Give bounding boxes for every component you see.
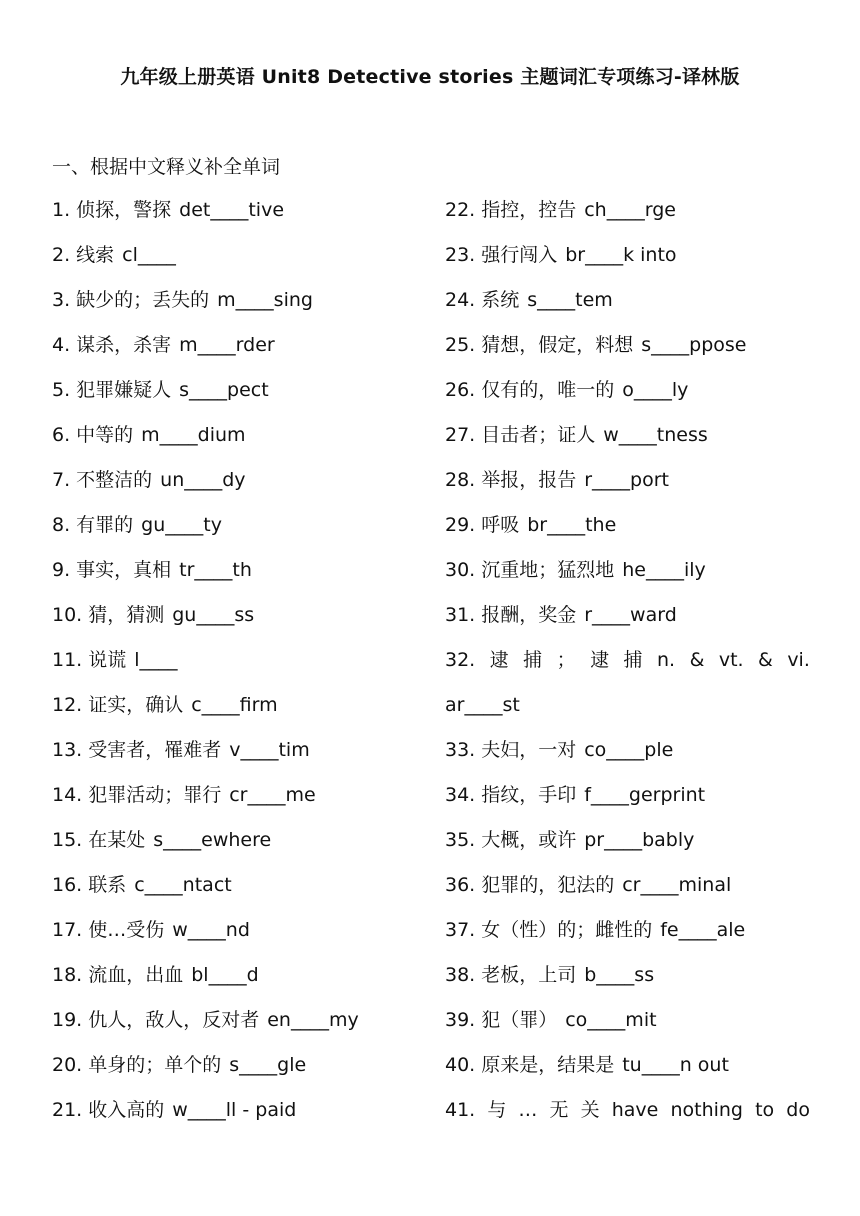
item-english: w____tness xyxy=(603,424,708,446)
item-chinese: 单身的；单个的 xyxy=(88,1054,222,1076)
item-chinese: 仇人，敌人，反对者 xyxy=(88,1009,260,1031)
item-word: 逮 xyxy=(590,649,610,671)
item-english: r____ward xyxy=(584,604,677,626)
item-chinese: 猜想，假定，料想 xyxy=(481,334,634,356)
item-chinese: 老板，上司 xyxy=(481,964,577,986)
item-english: s____gle xyxy=(229,1054,307,1076)
item-chinese: 指控，控告 xyxy=(481,199,577,221)
list-item xyxy=(445,869,810,914)
item-english: l____ xyxy=(134,649,178,671)
item-chinese: 中等的 xyxy=(76,424,134,446)
item-chinese: 原来是，结果是 xyxy=(481,1054,615,1076)
item-chinese: 女（性）的；雌性的 xyxy=(481,919,653,941)
item-english: co____mit xyxy=(565,1009,657,1031)
item-number: 2. xyxy=(52,244,71,266)
right-column xyxy=(445,194,810,1139)
item-english: w____ll - paid xyxy=(172,1099,297,1121)
item-english: o____ly xyxy=(622,379,689,401)
list-item xyxy=(52,779,422,824)
list-item xyxy=(445,329,810,374)
list-item xyxy=(445,464,810,509)
item-english: b____ss xyxy=(584,964,655,986)
item-chinese: 大概，或许 xyxy=(481,829,577,851)
item-english: s____tem xyxy=(527,289,613,311)
item-number: 31. xyxy=(445,604,476,626)
item-chinese: 在某处 xyxy=(88,829,146,851)
item-number: 20. xyxy=(52,1054,83,1076)
item-number: 5. xyxy=(52,379,71,401)
item-english: br____the xyxy=(527,514,617,536)
left-column xyxy=(52,194,422,1139)
item-number: 21. xyxy=(52,1099,83,1121)
list-item xyxy=(445,914,810,959)
item-chinese: 侦探，警探 xyxy=(76,199,172,221)
list-item xyxy=(52,824,422,869)
list-item xyxy=(52,509,422,554)
item-number: 12. xyxy=(52,694,83,716)
item-word: & xyxy=(689,649,705,671)
list-item-32 xyxy=(445,644,810,689)
item-number: 1. xyxy=(52,199,71,221)
item-number: 28. xyxy=(445,469,476,491)
item-english: m____rder xyxy=(179,334,275,356)
list-item xyxy=(445,959,810,1004)
list-item xyxy=(52,1004,422,1049)
item-number: 3. xyxy=(52,289,71,311)
item-chinese: 呼吸 xyxy=(481,514,520,536)
item-number: 34. xyxy=(445,784,476,806)
item-chinese: 缺少的；丢失的 xyxy=(76,289,210,311)
list-item xyxy=(52,239,422,284)
item-english: c____ntact xyxy=(134,874,232,896)
list-item xyxy=(52,959,422,1004)
item-chinese: 犯罪的，犯法的 xyxy=(481,874,615,896)
item-number: 18. xyxy=(52,964,83,986)
item-english: det____tive xyxy=(179,199,285,221)
item-number: 22. xyxy=(445,199,476,221)
item-number: 36. xyxy=(445,874,476,896)
item-word: 32. xyxy=(445,649,476,671)
list-item xyxy=(52,194,422,239)
item-number: 4. xyxy=(52,334,71,356)
item-number: 10. xyxy=(52,604,83,626)
list-item xyxy=(52,554,422,599)
item-english: gu____ss xyxy=(172,604,255,626)
item-english: tr____th xyxy=(179,559,252,581)
list-item xyxy=(52,284,422,329)
list-item xyxy=(445,824,810,869)
item-chinese: 流血，出血 xyxy=(88,964,184,986)
item-word: 关 xyxy=(580,1099,600,1121)
item-number: 40. xyxy=(445,1054,476,1076)
list-item xyxy=(52,1094,422,1139)
item-number: 24. xyxy=(445,289,476,311)
list-item xyxy=(445,599,810,644)
item-english: cr____minal xyxy=(622,874,732,896)
item-word: 捕 xyxy=(623,649,643,671)
list-item xyxy=(445,779,810,824)
item-english: pr____bably xyxy=(584,829,695,851)
item-number: 6. xyxy=(52,424,71,446)
list-item xyxy=(52,869,422,914)
item-english: cl____ xyxy=(122,244,176,266)
item-chinese: 夫妇，一对 xyxy=(481,739,577,761)
item-word: have xyxy=(611,1099,659,1121)
item-chinese: 犯（罪） xyxy=(481,1009,558,1031)
item-word: vi. xyxy=(787,649,810,671)
item-english: c____firm xyxy=(191,694,278,716)
list-item xyxy=(445,509,810,554)
item-english: br____k into xyxy=(565,244,677,266)
item-number: 11. xyxy=(52,649,83,671)
item-word: 捕 xyxy=(523,649,543,671)
page-title: 九年级上册英语 Unit8 Detective stories 主题词汇专项练习-译林版 xyxy=(120,66,740,88)
item-number: 23. xyxy=(445,244,476,266)
item-english: s____ewhere xyxy=(153,829,272,851)
item-word: nothing xyxy=(670,1099,743,1121)
item-chinese: 有罪的 xyxy=(76,514,134,536)
item-english: s____ppose xyxy=(641,334,747,356)
list-item xyxy=(445,194,810,239)
item-chinese: 报酬，奖金 xyxy=(481,604,577,626)
section-title: 一、根据中文释义补全单词 xyxy=(52,156,281,178)
item-word: … xyxy=(518,1099,538,1121)
item-english: un____dy xyxy=(160,469,246,491)
item-number: 17. xyxy=(52,919,83,941)
list-item xyxy=(445,1004,810,1049)
item-chinese: 犯罪活动；罪行 xyxy=(88,784,222,806)
item-chinese: 举报，报告 xyxy=(481,469,577,491)
list-item xyxy=(52,734,422,779)
item-word: vt. xyxy=(718,649,744,671)
item-english: ch____rge xyxy=(584,199,676,221)
item-number: 30. xyxy=(445,559,476,581)
item-number: 15. xyxy=(52,829,83,851)
item-chinese: 强行闯入 xyxy=(481,244,558,266)
list-item xyxy=(445,1049,810,1094)
list-item xyxy=(52,374,422,419)
list-item-41 xyxy=(445,1094,810,1139)
item-number: 13. xyxy=(52,739,83,761)
item-chinese: 证实，确认 xyxy=(88,694,184,716)
item-number: 8. xyxy=(52,514,71,536)
item-english: tu____n out xyxy=(622,1054,729,1076)
list-item xyxy=(52,599,422,644)
item-number: 25. xyxy=(445,334,476,356)
list-item xyxy=(52,464,422,509)
item-chinese: 受害者，罹难者 xyxy=(88,739,222,761)
list-item xyxy=(52,1049,422,1094)
item-english: s____pect xyxy=(179,379,269,401)
list-item xyxy=(52,644,422,689)
item-english: he____ily xyxy=(622,559,706,581)
list-item xyxy=(445,554,810,599)
item-chinese: 不整洁的 xyxy=(76,469,153,491)
item-word: do xyxy=(786,1099,810,1121)
item-english: bl____d xyxy=(191,964,259,986)
item-chinese: 目击者；证人 xyxy=(481,424,596,446)
list-item xyxy=(52,689,422,734)
item-chinese: 线索 xyxy=(76,244,115,266)
item-english: co____ple xyxy=(584,739,674,761)
item-number: 9. xyxy=(52,559,71,581)
item-chinese: 仅有的，唯一的 xyxy=(481,379,615,401)
item-english: en____my xyxy=(267,1009,359,1031)
item-english: m____sing xyxy=(217,289,313,311)
item-chinese: 犯罪嫌疑人 xyxy=(76,379,172,401)
item-english: r____port xyxy=(584,469,669,491)
item-chinese: 系统 xyxy=(481,289,520,311)
list-item xyxy=(52,419,422,464)
item-chinese: 联系 xyxy=(88,874,127,896)
item-word: 无 xyxy=(549,1099,569,1121)
item-word: 逮 xyxy=(489,649,509,671)
list-item xyxy=(445,239,810,284)
item-number: 38. xyxy=(445,964,476,986)
item-word: ； xyxy=(556,649,576,671)
item-word: n. xyxy=(657,649,676,671)
item-chinese: 事实，真相 xyxy=(76,559,172,581)
item-chinese: 说谎 xyxy=(88,649,127,671)
item-number: 27. xyxy=(445,424,476,446)
list-item xyxy=(445,374,810,419)
item-word: to xyxy=(755,1099,775,1121)
item-number: 16. xyxy=(52,874,83,896)
list-item xyxy=(445,419,810,464)
item-chinese: 指纹，手印 xyxy=(481,784,577,806)
item-chinese: 沉重地；猛烈地 xyxy=(481,559,615,581)
item-english: cr____me xyxy=(229,784,316,806)
item-chinese: 收入高的 xyxy=(88,1099,165,1121)
item-word: 41. xyxy=(445,1099,476,1121)
item-number: 26. xyxy=(445,379,476,401)
item-number: 39. xyxy=(445,1009,476,1031)
item-number: 33. xyxy=(445,739,476,761)
item-number: 35. xyxy=(445,829,476,851)
item-number: 14. xyxy=(52,784,83,806)
item-word: 与 xyxy=(487,1099,507,1121)
item-english: f____gerprint xyxy=(584,784,706,806)
item-chinese: 谋杀，杀害 xyxy=(76,334,172,356)
list-item xyxy=(445,734,810,779)
list-item-32-continuation: ar____st xyxy=(445,694,520,716)
list-item xyxy=(52,329,422,374)
item-number: 7. xyxy=(52,469,71,491)
item-english: fe____ale xyxy=(660,919,746,941)
item-chinese: 猜，猜测 xyxy=(88,604,165,626)
item-number: 19. xyxy=(52,1009,83,1031)
item-english: w____nd xyxy=(172,919,250,941)
list-item xyxy=(52,914,422,959)
item-english: m____dium xyxy=(141,424,246,446)
item-number: 29. xyxy=(445,514,476,536)
item-chinese: 使…受伤 xyxy=(88,919,165,941)
item-number: 37. xyxy=(445,919,476,941)
list-item xyxy=(445,284,810,329)
item-english: gu____ty xyxy=(141,514,222,536)
item-word: & xyxy=(758,649,773,671)
item-english: v____tim xyxy=(229,739,310,761)
